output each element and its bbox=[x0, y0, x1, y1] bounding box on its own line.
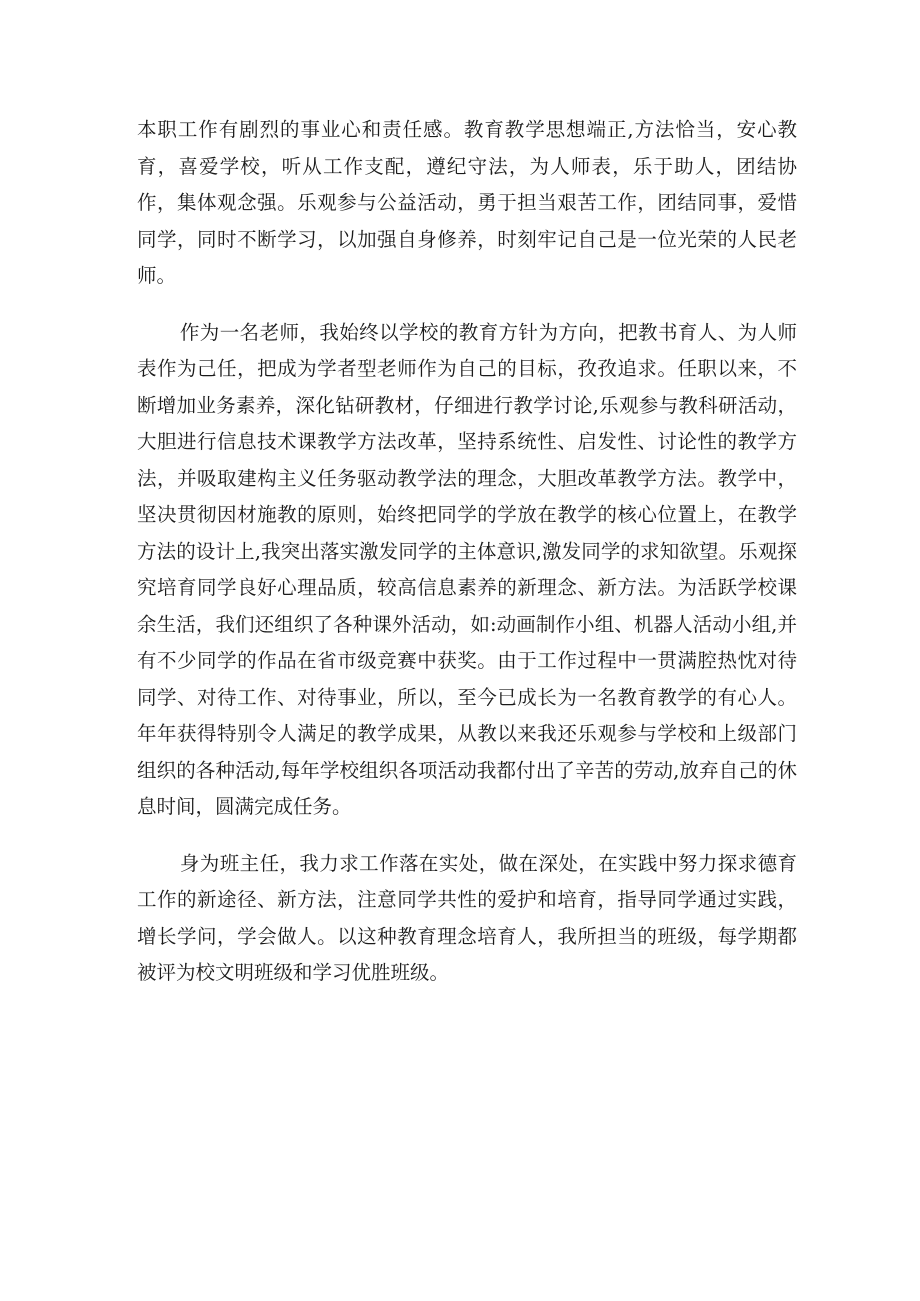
document-body bbox=[137, 112, 797, 1012]
paragraph-continuation: 本职工作有剧烈的事业心和责任感。教育教学思想端正,方法恰当，安心教育，喜爱学校，听从工作支配，遵纪守法，为人师表，乐于助人，团结协作，集体观念强。乐观参与公益活动，勇于担当艰苦工作，团结同事，爱惜同学，同时不断学习，以加强自身修养，时刻牢记自己是一位光荣的人民老师。 bbox=[137, 118, 797, 287]
paragraph-class-teacher: 身为班主任，我力求工作落在实处，做在深处，在实践中努力探求德育工作的新途径、新方法，注意同学共性的爱护和培育，指导同学通过实践，增长学问，学会做人。以这种教育理念培育人，我所担当的班级，每学期都被评为校文明班级和学习优胜班级。 bbox=[137, 851, 797, 984]
paragraph-teaching: 作为一名老师，我始终以学校的教育方针为方向，把教书育人、为人师表作为己任，把成为学者型老师作为自己的目标，孜孜追求。任职以来，不断增加业务素养，深化钻研教材，仔细进行教学讨论,乐观参与教科研活动，大胆进行信息技术课教学方法改革，坚持系统性、启发性、讨论性的教学方法，并吸取建构主义任务驱动教学法的理念，大胆改革教学方法。教学中，坚决贯彻因材施教的原则，始终把同学的学放在教学的核心位置上，在教学方法的设计上,我突出落实激发同学的主体意识,激发同学的求知欲望。乐观探究培育同学良好心理品质，较高信息素养的新理念、新方法。为活跃学校课余生活，我们还组织了各种课外活动，如:动画制作小组、机器人活动小组,并有不少同学的作品在省市级竞赛中获奖。由于工作过程中一贯满腔热忱对待同学、对待工作、对待事业，所以，至今已成长为一名教育教学的有心人。年年获得特别令人满足的教学成果，从教以来我还乐观参与学校和上级部门组织的各种活动,每年学校组织各项活动我都付出了辛苦的劳动,放弃自己的休息时间，圆满完成任务。 bbox=[137, 320, 797, 818]
